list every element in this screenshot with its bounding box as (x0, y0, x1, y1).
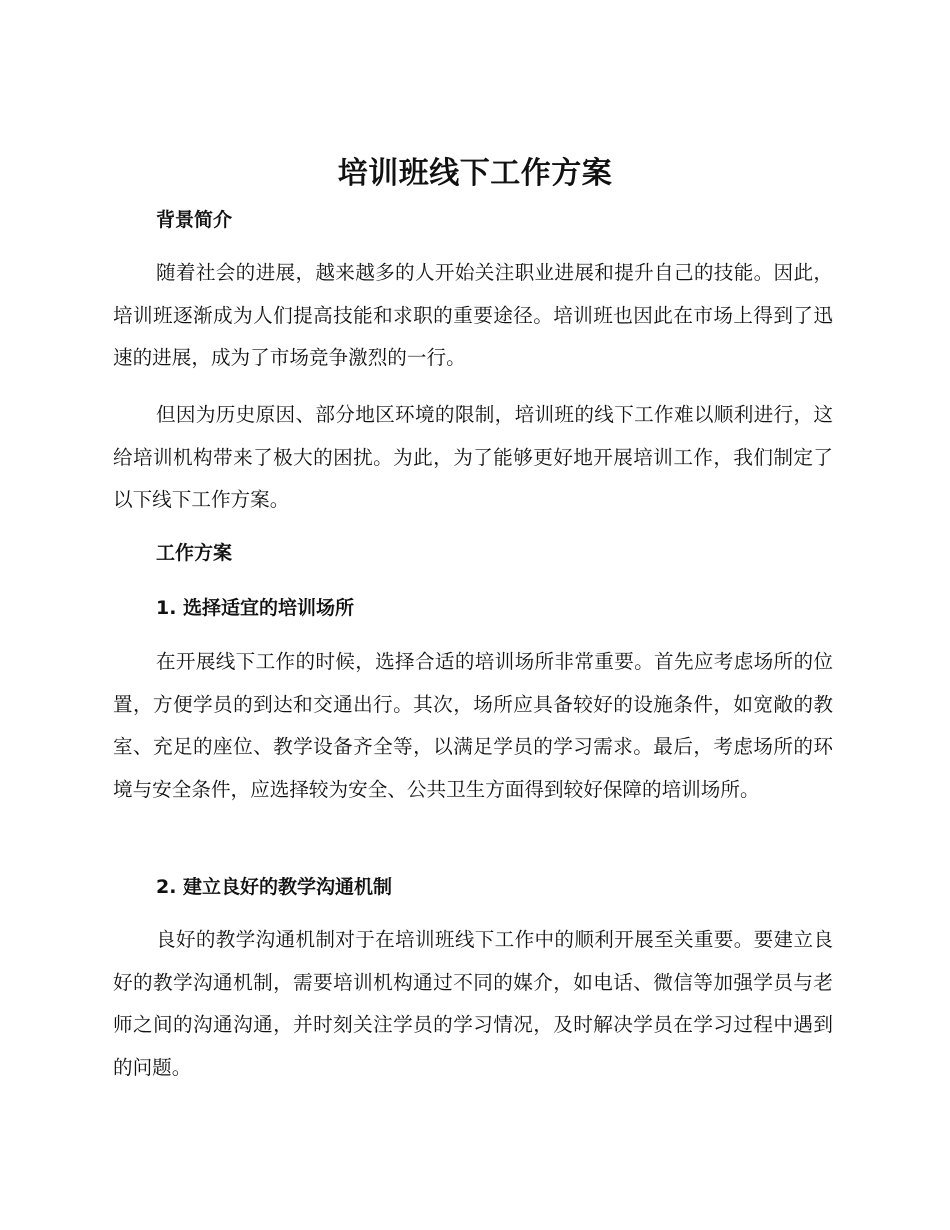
section-heading-plan: 工作方案 (156, 542, 233, 564)
plan-item-paragraph-2: 良好的教学沟通机制对于在培训班线下工作中的顺利开展至关重要。要建立良好的教学沟通机制，需要培训机构通过不同的媒介，如电话、微信等加强学员与老师之间的沟通沟通，并时刻关注学员的学习情况，及时解决学员在学习过程中遇到的问题。 (113, 928, 833, 1079)
background-paragraph-1: 随着社会的进展，越来越多的人开始关注职业进展和提升自己的技能。因此，培训班逐渐成为人们提高技能和求职的重要途径。培训班也因此在市场上得到了迅速的进展，成为了市场竞争激烈的一行。 (113, 261, 833, 369)
document-title: 培训班线下工作方案 (337, 156, 613, 191)
section-heading-background: 背景简介 (156, 209, 233, 231)
plan-item-heading-1: 1. 选择适宜的培训场所 (156, 597, 355, 619)
plan-item-heading-2: 2. 建立良好的教学沟通机制 (156, 876, 393, 898)
background-paragraph-2: 但因为历史原因、部分地区环境的限制，培训班的线下工作难以顺利进行，这给培训机构带来了极大的困扰。为此，为了能够更好地开展培训工作，我们制定了以下线下工作方案。 (113, 403, 833, 511)
plan-item-paragraph-1: 在开展线下工作的时候，选择合适的培训场所非常重要。首先应考虑场所的位置，方便学员的到达和交通出行。其次，场所应具备较好的设施条件，如宽敞的教室、充足的座位、教学设备齐全等，以满足学员的学习需求。最后，考虑场所的环境与安全条件，应选择较为安全、公共卫生方面得到较好保障的培训场所。 (113, 650, 833, 801)
